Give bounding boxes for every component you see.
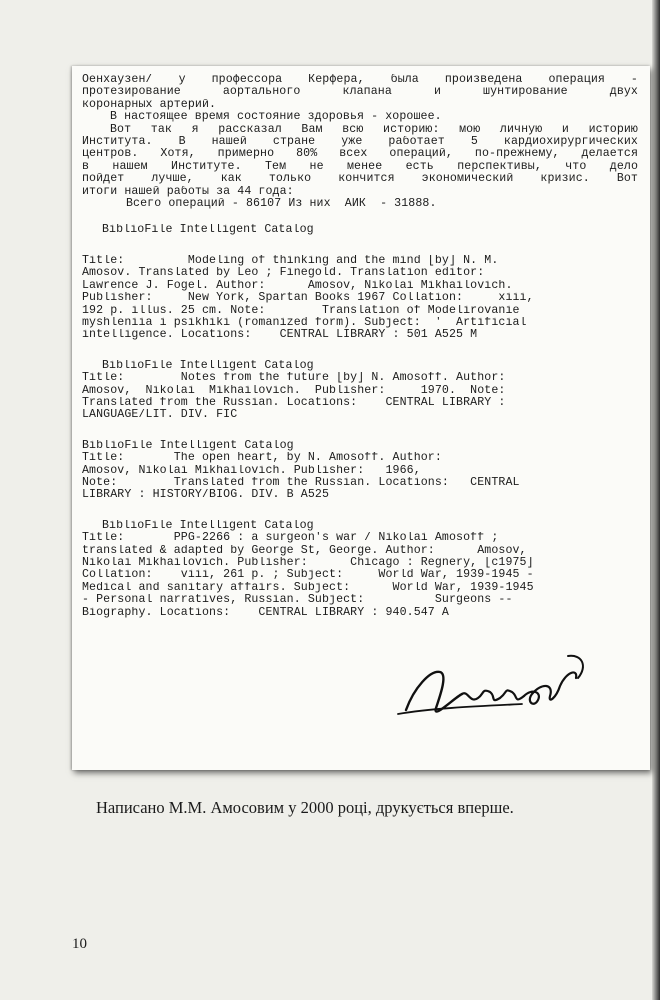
letter-line: протезирование аортального клапана и шунтирование двух	[82, 86, 638, 99]
caption: Написано М.М. Амосовим у 2000 році, друкується вперше.	[96, 798, 514, 817]
catalog-line: intelligence. Locations: CENTRAL LIBRARY : 501 A525 M	[82, 329, 478, 342]
catalog-line: Lawrence J. Fogel. Author: Amosov, Nikolai Mikhailovich.	[82, 279, 513, 292]
letter-line: коронарных артерий.	[82, 98, 217, 111]
catalog-line: Title: The open heart, by N. Amosoff. Author:	[82, 452, 442, 465]
catalog-line: Note: Translated from the Russian. Locations: CENTRAL	[82, 476, 520, 489]
letter-line: в нашем Институте. Тем не менее есть перспективы, что дело	[82, 160, 638, 173]
handwritten-signature	[392, 648, 612, 738]
typewritten-sheet-photo	[72, 66, 650, 770]
letter-line: итоги нашей работы за 44 года:	[82, 185, 294, 198]
letter-line: пойдет лучше, как только кончится экономический кризис. Вот	[82, 173, 638, 186]
letter-line: Вот так я рассказал Вам всю историю: мою личную и историю	[110, 123, 638, 136]
catalog-line: Title: Notes from the future [by] N. Amosoff. Author:	[82, 372, 506, 385]
catalog-line: 192 p. illus. 25 cm. Note: Translation of Modelirovanie	[82, 304, 520, 317]
catalog-line: Nikolai Mikhailovich. Publisher: Chicago : Regnery, [c1975]	[82, 557, 534, 569]
catalog-line: Biography. Locations: CENTRAL LIBRARY : 940.547 A	[82, 606, 449, 619]
typewritten-text	[82, 74, 638, 619]
catalog-line: Title: PPG-2266 : a surgeon's war / Nikolai Amosoff ;	[82, 532, 499, 545]
catalog-line: Medical and sanitary affairs. Subject: World War, 1939-1945	[82, 581, 534, 594]
catalog-line: Amosov. Translated by Leo ; Finegold. Translation editor:	[82, 267, 485, 280]
catalog-line: Translated from the Russian. Locations: CENTRAL LIBRARY :	[82, 396, 506, 409]
letter-line: Оенхаузен/ у профессора Керфера, была произведена операция -	[82, 74, 638, 86]
catalog-line: translated & adapted by George St, George. Author: Amosov,	[82, 544, 527, 557]
page-number: 10	[72, 936, 87, 952]
operations-total: Всего операций - 86107 Из них АИК - 31888.	[126, 198, 437, 211]
letter-line: центров. Хотя, примерно 80% всех операций, по-прежнему, делается	[82, 148, 638, 161]
catalog-header: BiblioFile Intelligent Catalog	[102, 224, 314, 237]
catalog-header: BiblioFile Intelligent Catalog	[82, 439, 294, 452]
letter-line: В настоящее время состояние здоровья - хорошее.	[110, 111, 442, 124]
catalog-line: Amosov, Nikolai Mikhailovich. Publisher: 1970. Note:	[82, 384, 506, 397]
book-spine-shadow	[652, 0, 660, 1000]
catalog-header: BiblioFile Intelligent Catalog	[102, 359, 314, 372]
catalog-line: LIBRARY : HISTORY/BIOG. DIV. B A525	[82, 489, 330, 502]
catalog-line: LANGUAGE/LIT. DIV. FIC	[82, 409, 238, 422]
catalog-line: Amosov, Nikolai Mikhailovich. Publisher: 1966,	[82, 464, 421, 477]
catalog-line: - Personal narratives, Russian. Subject: Surgeons --	[82, 594, 513, 607]
catalog-line: myshleniia i psikhiki (romanized form). Subject: ' Artificial	[82, 316, 527, 329]
catalog-header: BiblioFile Intelligent Catalog	[102, 519, 314, 532]
catalog-line: Publisher: New York, Spartan Books 1967 Collation: xiii,	[82, 292, 534, 305]
catalog-line: Collation: viii, 261 p. ; Subject: World War, 1939-1945 -	[82, 569, 534, 582]
catalog-line: Title: Modeling of thinking and the mind [by] N. M.	[82, 254, 499, 267]
letter-line: Института. В нашей стране уже работает 5 кардиохирургических	[82, 136, 638, 149]
